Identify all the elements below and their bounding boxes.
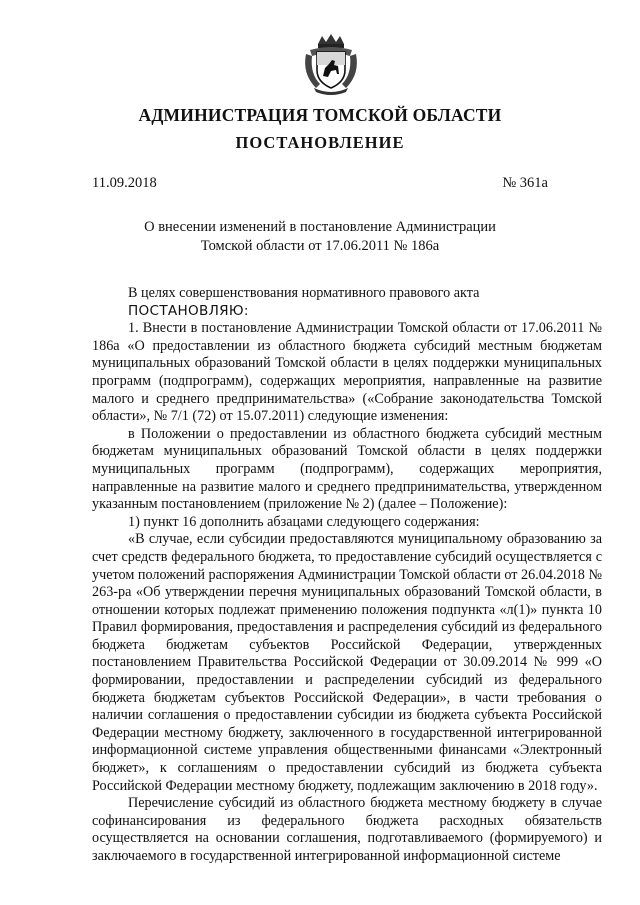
document-title (92, 218, 548, 256)
paragraph-4: «В случае, если субсидии предоставляются муниципальному образованию за счет средств федерального бюджета, то предоставление субсидий осуществляется с учетом положений распоряжения Администрации Томской области от 26.04.2018 № 263-ра «Об утверждении перечня муниципальных образований Томской области, в отношении которых подлежат применению положения подпункта «л(1)» пункта 10 Правил формирования, предоставления и распределения субсидий из федерального бюджета бюджетам субъектов Российской Федерации, утвержденных постановлением Правительства Российской Федерации от 30.09.2014 № 999 «О формировании, предоставлении и распределении субсидий из федерального бюджета бюджетам субъектов Российской Федерации», в части требования о наличии соглашения о предоставлении субсидии из бюджета субъекта Российской Федерации местному бюджету, заключенного в государственной интегрированной информационной системе управления общественными финансами «Электронный бюджет», к соглашениям о предоставлении субсидий из бюджета субъекта Российской Федерации местному бюджету, подлежащим заключению в 2018 году». (92, 531, 602, 794)
agency-name: АДМИНИСТРАЦИЯ ТОМСКОЙ ОБЛАСТИ (138, 105, 502, 125)
document-type: ПОСТАНОВЛЕНИЕ (235, 133, 405, 152)
decree-word: ПОСТАНОВЛЯЮ: (128, 302, 249, 319)
paragraph-2: в Положении о предоставлении из областного бюджета субсидий местным бюджетам муниципальных образований Томской области в целях поддержки муниципальных программ (подпрограмм), содержащих мероприятия, направленные на развитие малого и среднего предпринимательства, утвержденном указанным постановлением (приложение № 2) (далее – Положение): (92, 425, 602, 513)
coat-of-arms-icon (298, 30, 364, 96)
document-number: № 361а (502, 175, 548, 191)
title-line-2: Томской области от 17.06.2011 № 186а (200, 238, 440, 254)
document-body (92, 285, 602, 866)
paragraph-1: 1. Внести в постановление Администрации Томской области от 17.06.2011 № 186а «О предоставлении из областного бюджета субсидий местным бюджетам муниципальных образований Томской области в целях поддержки муниципальных программ (подпрограмм), содержащих мероприятия, направленные на развитие малого и среднего предпринимательства» («Собрание законодательства Томской области», № 7/1 (72) от 15.07.2011) следующие изменения: (92, 320, 602, 425)
document-date: 11.09.2018 (92, 175, 157, 191)
title-line-1: О внесении изменений в постановление Администрации (144, 219, 496, 235)
preamble: В целях совершенствования нормативного правового акта (128, 285, 480, 301)
paragraph-3: 1) пункт 16 дополнить абзацами следующего содержания: (128, 513, 480, 530)
paragraph-5: Перечисление субсидий из областного бюджета местному бюджету в случае софинансирования из федерального бюджета расходных обязательств осуществляется на основании соглашения, подготавливаемого (формируемого) и заключаемого в государственной интегрированной информационной системе (92, 795, 602, 864)
